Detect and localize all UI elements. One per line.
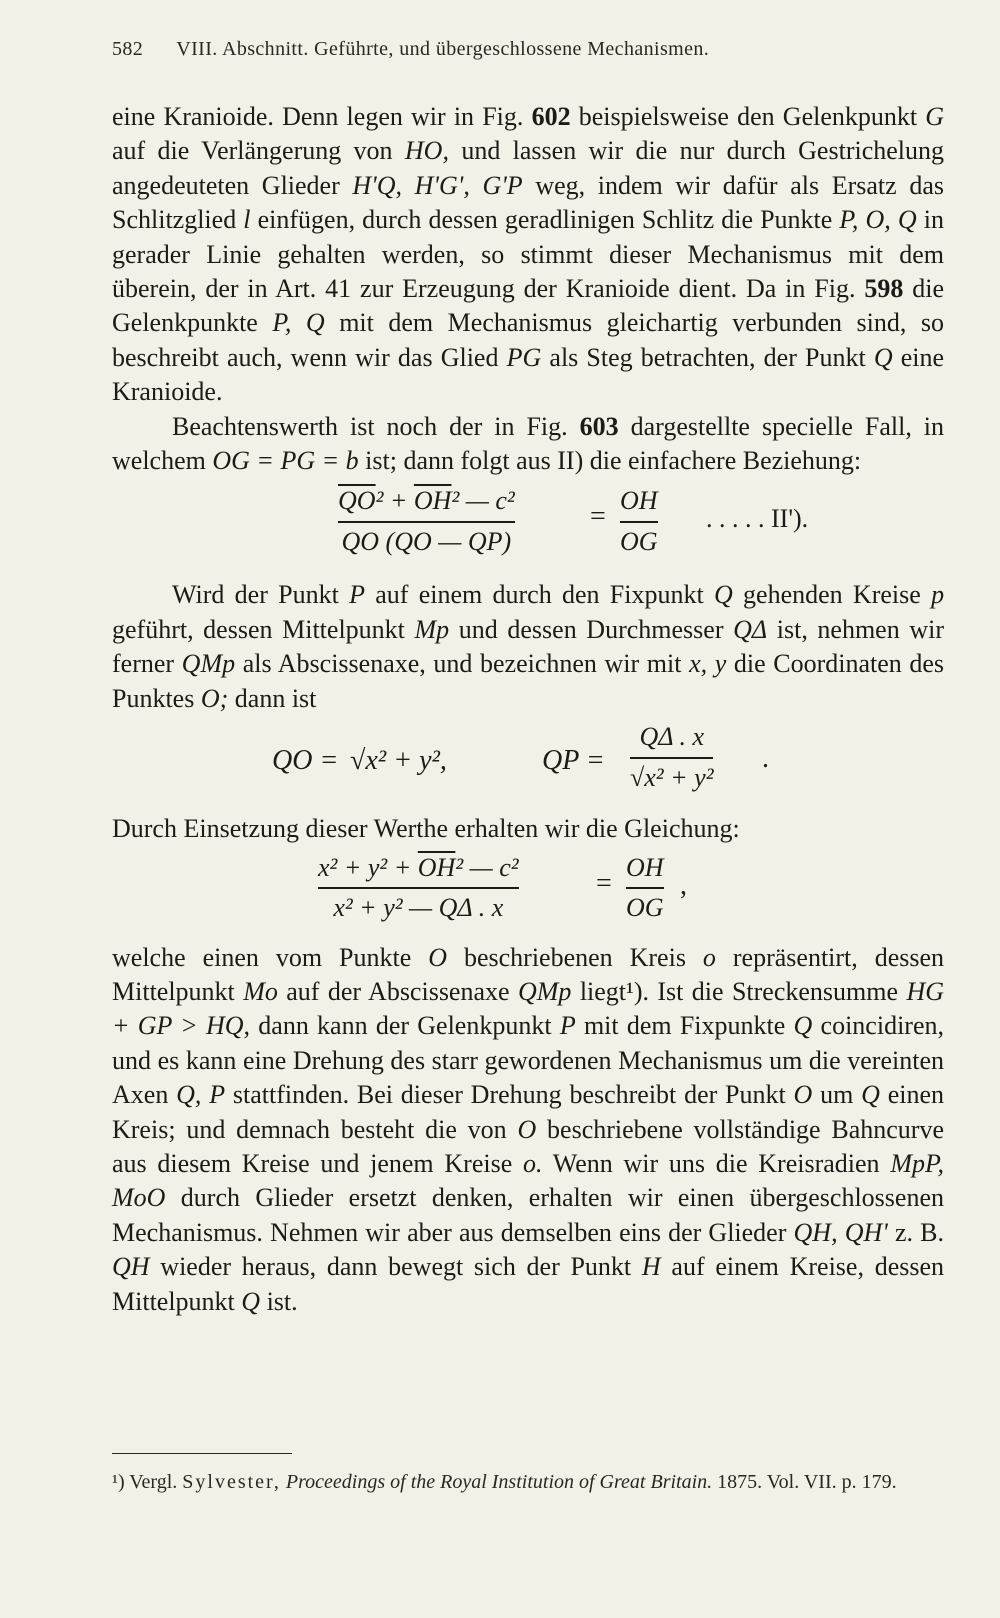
- text-run: als Steg betrachten, der Punkt: [549, 342, 866, 372]
- math-symbol: Q, P: [176, 1080, 226, 1110]
- math-symbol: H: [641, 1252, 661, 1282]
- text-run: geführt, dessen Mittelpunkt: [112, 614, 405, 644]
- fraction-bar: [626, 887, 664, 889]
- math-term: ² — c²: [455, 852, 519, 882]
- text-run: und dessen Durchmesser: [458, 614, 724, 644]
- fraction-bar: [338, 521, 515, 523]
- text-run: gehenden Kreise: [743, 580, 921, 610]
- text-run: ist, nehmen wir ferner: [112, 614, 944, 679]
- math-symbol: H'Q, H'G', G'P: [352, 170, 523, 200]
- text-run: und lassen wir die nur durch Gestrichelung angedeuteten Glieder: [112, 136, 945, 200]
- paragraph-1: [112, 100, 944, 410]
- math-term: ² +: [375, 486, 414, 516]
- text-run: einen Kreis; und demnach besteht die von: [112, 1080, 945, 1144]
- fraction-denominator: OG: [626, 892, 664, 922]
- fraction-bar: [318, 887, 519, 889]
- text-run: beispielsweise den Gelenkpunkt: [578, 102, 918, 131]
- equation-fraction-lhs: [338, 484, 515, 559]
- equation-circle: [112, 847, 944, 941]
- text-run: auf der Abscissenaxe: [286, 976, 510, 1006]
- page-number: 582: [112, 38, 144, 60]
- math-symbol: Mp: [414, 614, 450, 644]
- text-run: beschriebene vollständige Bahncurve aus diesem Kreise und jenem Kreise: [112, 1114, 944, 1178]
- footnote: [112, 1467, 944, 1497]
- math-term: ² — c²: [451, 486, 515, 516]
- equation-fraction-lhs: [318, 851, 519, 926]
- math-symbol: QMp: [517, 976, 572, 1006]
- overlined-term: $\overline{OH}$: [417, 852, 456, 882]
- text-run: durch Glieder ersetzt denken, erhalten wir einen übergeschlossenen Mechanismus. Nehmen wir aber aus demselben eins der Glieder: [112, 1183, 944, 1247]
- overlined-term: $\overline{OH}$: [413, 486, 452, 516]
- math-symbol: O: [793, 1080, 813, 1110]
- math-symbol: G: [925, 102, 945, 131]
- math-symbol: Mo: [243, 976, 278, 1006]
- math-symbol: QH: [112, 1252, 150, 1282]
- fraction-numerator: OH: [626, 852, 664, 882]
- text-run: 1875. Vol. VII. p. 179.: [717, 1471, 897, 1493]
- equals-sign: =: [590, 501, 606, 533]
- fraction-denominator: OG: [620, 526, 658, 556]
- math-term: QO =: [272, 745, 339, 777]
- equals-sign: =: [596, 867, 612, 899]
- figure-ref-602: 602: [531, 102, 571, 131]
- math-symbol: l: [243, 205, 251, 235]
- fraction-bar: [630, 757, 713, 759]
- math-symbol: x, y: [689, 649, 727, 679]
- figure-ref-603: 603: [579, 411, 619, 441]
- paragraph-4: Durch Einsetzung dieser Werthe erhalten wir die Gleichung:: [112, 814, 740, 844]
- text-run: einfügen, durch dessen geradlinigen Schlitz die Punkte: [257, 205, 833, 235]
- math-symbol: Q: [793, 1011, 813, 1041]
- figure-ref-598: 598: [864, 274, 904, 304]
- paragraph-5: [112, 941, 944, 1319]
- text-run: Beachtenswerth ist noch der in Fig.: [172, 411, 568, 441]
- fraction-denominator: QO (QO — QP): [341, 526, 512, 556]
- math-symbol: MpP, MoO: [112, 1148, 945, 1213]
- text-run: beschriebenen Kreis: [463, 942, 686, 972]
- equation-II-prime: [112, 478, 944, 578]
- text-run: auf einem durch den Fixpunkt: [375, 580, 704, 610]
- math-symbol: P, O, Q: [839, 205, 917, 235]
- math-symbol: o: [702, 942, 716, 972]
- footnote-author: Sylvester,: [182, 1471, 281, 1493]
- fraction-numerator: OH: [620, 486, 658, 516]
- text-run: auf die Verlängerung von: [112, 136, 393, 166]
- running-header: [112, 38, 920, 61]
- math-symbol: O;: [200, 683, 229, 713]
- math-symbol: HO,: [404, 136, 449, 166]
- text-run: eine Kranioide. Denn legen wir in Fig.: [112, 102, 524, 131]
- text-run: mit dem Mechanismus gleichartig verbunden sind, so beschreibt auch, wenn wir das Glied: [112, 308, 945, 372]
- text-run: ist; dann folgt aus II) die einfachere Beziehung:: [365, 446, 862, 476]
- text-run: welche einen vom Punkte: [112, 942, 412, 972]
- square-root-term: √x² + y²,: [350, 745, 447, 777]
- text-run: weg, indem wir dafür als Ersatz das Schlitzglied: [112, 170, 944, 235]
- math-symbol: p: [931, 580, 945, 610]
- math-term: x² + y² +: [318, 852, 418, 882]
- text-run: coincidiren, und es kann eine Drehung des starr gewordenen Mechanismus um die vereinten Axen: [112, 1011, 944, 1110]
- text-run: dargestellte specielle Fall, in welchem: [112, 411, 945, 476]
- overlined-term: $\overline{QO}$: [338, 486, 376, 516]
- paragraph-3: [112, 578, 944, 716]
- math-symbol: QΔ: [733, 614, 768, 644]
- math-inequality: HG + GP > HQ,: [112, 976, 944, 1041]
- equation-QO-QP: [112, 716, 944, 812]
- math-condition: OG = PG = b: [212, 446, 359, 476]
- text-run: eine Kranioide.: [112, 342, 945, 407]
- text-run: repräsentirt, dessen Mittelpunkt: [112, 942, 945, 1006]
- text-run: Wenn wir uns die Kreisradien: [552, 1148, 880, 1178]
- math-symbol: O: [428, 942, 447, 972]
- math-symbol: P, Q: [272, 308, 325, 338]
- math-symbol: o.: [523, 1148, 543, 1178]
- math-symbol: P: [349, 580, 365, 610]
- equation-fraction-qp: [630, 720, 713, 795]
- punctuation: ,: [680, 869, 687, 901]
- text-run: auf einem Kreise, dessen Mittelpunkt: [112, 1252, 945, 1316]
- fraction-numerator: QΔ . x: [639, 722, 705, 752]
- text-run: als Abscissenaxe, und bezeichnen wir mit: [242, 649, 682, 679]
- text-run: z. B.: [894, 1217, 945, 1247]
- footnote-title: Proceedings of the Royal Institution of Great Britain.: [285, 1471, 713, 1493]
- footnote-mark: ¹): [112, 1471, 125, 1493]
- footnote-rule: [112, 1453, 292, 1454]
- text-run: Wird der Punkt: [172, 580, 339, 610]
- fraction-denominator: √x² + y²: [630, 762, 714, 792]
- equation-tag: . . . . . II').: [706, 504, 809, 534]
- text-run: in gerader Linie gehalten werden, so stimmt dieser Mechanismus mit dem überein, der in Art. 41 zur Erzeugung der Kranioide dient. Da in Fig.: [112, 205, 945, 304]
- math-symbol: QH, QH': [793, 1217, 888, 1247]
- text-run: Vergl.: [129, 1471, 178, 1493]
- math-symbol: QMp: [181, 649, 236, 679]
- text-run: dann ist: [234, 683, 317, 713]
- text-run: mit dem Fixpunkte: [583, 1011, 786, 1041]
- text-run: die Coordinaten des Punktes: [112, 649, 945, 713]
- text-run: liegt¹). Ist die Streckensumme: [579, 976, 899, 1006]
- equation-fraction-rhs: [620, 484, 658, 559]
- math-symbol: P: [559, 1011, 576, 1041]
- math-symbol: Q: [713, 580, 733, 610]
- punctuation: .: [762, 743, 769, 775]
- text-run: stattfinden. Bei dieser Drehung beschreibt der Punkt: [232, 1080, 786, 1110]
- text-run: ist.: [266, 1286, 298, 1316]
- main-text: [112, 100, 944, 1319]
- math-symbol: PG: [506, 342, 542, 372]
- fraction-bar: [620, 521, 658, 523]
- text-run: um: [820, 1080, 854, 1110]
- paragraph-2: [112, 410, 944, 479]
- math-symbol: O: [517, 1114, 537, 1144]
- text-run: die Gelenkpunkte: [112, 274, 945, 338]
- text-run: wieder heraus, dann bewegt sich der Punkt: [160, 1252, 632, 1282]
- running-title: VIII. Abschnitt. Geführte, und übergeschlossene Mechanismen.: [176, 38, 710, 60]
- math-symbol: Q: [873, 342, 893, 372]
- math-symbol: Q: [861, 1080, 880, 1110]
- fraction-denominator: x² + y² — QΔ . x: [333, 892, 504, 922]
- math-symbol: Q: [241, 1286, 261, 1316]
- equation-fraction-rhs: [626, 851, 664, 926]
- text-run: dann kann der Gelenkpunkt: [258, 1011, 552, 1041]
- math-term: QP =: [542, 745, 605, 777]
